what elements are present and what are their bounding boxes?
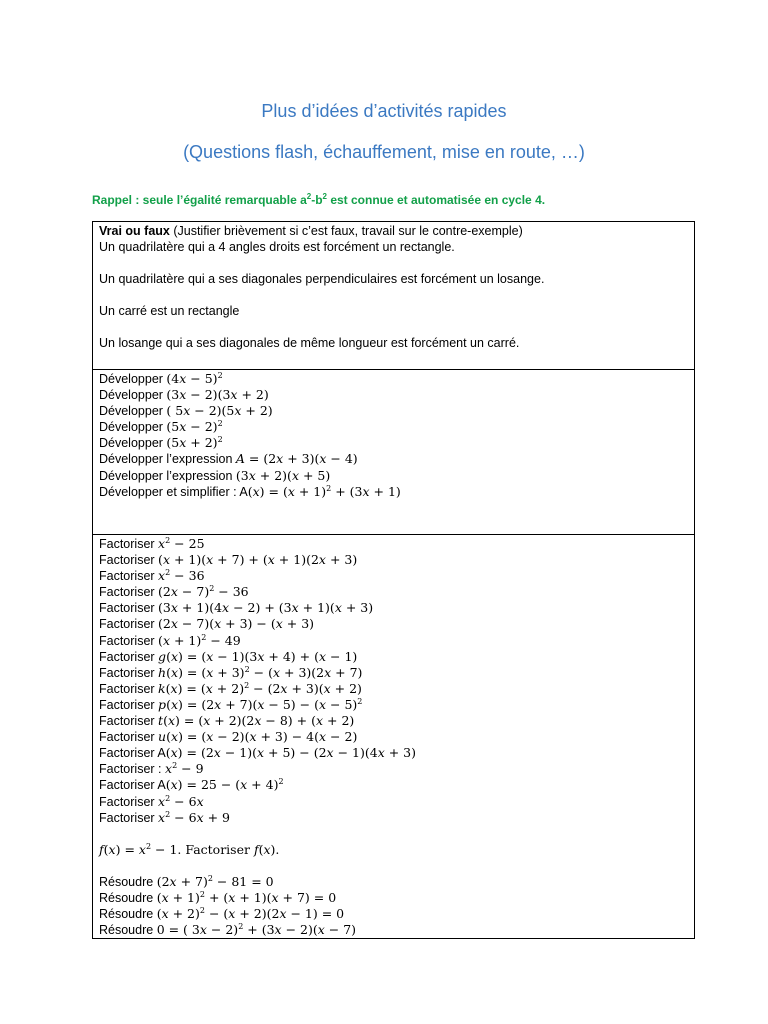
developper-item: Développer l’expression A = (2x + 3)(x − 4)	[99, 451, 358, 467]
vrai-faux-item: Un quadrilatère qui a ses diagonales perpendiculaires est forcément un losange.	[99, 272, 545, 287]
factoriser-row	[93, 535, 695, 939]
factoriser-item: Factoriser (x + 1)(x + 7) + (x + 1)(2x + 3)	[99, 552, 358, 568]
vrai-faux-item: Un carré est un rectangle	[99, 304, 240, 319]
factoriser-item: Factoriser A(x) = (2x − 1)(x + 5) − (2x − 1)(4x + 3)	[99, 745, 417, 761]
rappel-text-before: Rappel : seule l’égalité remarquable a	[92, 193, 307, 207]
factoriser-item: Factoriser $x^2 - 6x + 9$	[99, 809, 231, 825]
vrai-faux-heading	[99, 223, 688, 239]
factoriser-item: Factoriser (2x − 7)(x + 3) − (x + 3)	[99, 616, 315, 632]
factoriser-item: Factoriser $x^2 - 36$	[99, 568, 205, 584]
function-factorise-item: $f(x) = x^2 - 1$. Factoriser f(x).	[99, 841, 280, 857]
factoriser-item: Factoriser $x^2 - 25$	[99, 535, 205, 551]
factoriser-item: Factoriser : $x^2 - 9$	[99, 761, 204, 777]
factoriser-cell	[93, 535, 695, 939]
developper-cell	[93, 370, 695, 535]
factoriser-item: Factoriser u(x) = (x − 2)(x + 3) − 4(x − 2)	[99, 729, 358, 745]
factoriser-item: Factoriser g(x) = (x − 1)(3x + 4) + (x − 1)	[99, 648, 358, 664]
resoudre-item: Résoudre $(x + 1)^2 + (x + 1)(x + 7) = 0$	[99, 889, 337, 905]
resoudre-item: Résoudre 0 = ( 3x − 2)$^2$ + (3x − 2)(x − 7)	[99, 921, 357, 938]
factoriser-item: Factoriser $(2x - 7)^2 - 36$	[99, 584, 249, 600]
developper-item: Développer $(5x + 2)^2$	[99, 435, 223, 451]
factoriser-item: Factoriser $p(x) = (2x + 7)(x - 5) - (x - 5)^2$	[99, 696, 363, 712]
resoudre-item: Résoudre $(2x + 7)^2 - 81 = 0$	[99, 873, 274, 889]
factoriser-item: Factoriser $x^2 - 6x$	[99, 793, 204, 809]
page-subtitle: (Questions flash, échauffement, mise en route, …)	[183, 142, 585, 162]
vrai-faux-item: Un quadrilatère qui a 4 angles droits est forcément un rectangle.	[99, 240, 455, 255]
factoriser-item: Factoriser $h(x) = (x + 3)^2 - (x + 3)(2x + 7)$	[99, 664, 363, 680]
developper-item: Développer (3x − 2)(3x + 2)	[99, 387, 269, 403]
factoriser-item: Factoriser $(x + 1)^2 - 49$	[99, 632, 241, 648]
factoriser-item: Factoriser t(x) = (x + 2)(2x − 8) + (x + 2)	[99, 713, 355, 729]
vrai-faux-cell	[93, 222, 695, 370]
activities-table	[92, 221, 695, 939]
developper-item: Développer et simplifier : $A(x) = (x + 1)^2 + (3x + 1)$	[99, 483, 401, 499]
factoriser-item: Factoriser (3x + 1)(4x − 2) + (3x + 1)(x + 3)	[99, 600, 374, 616]
developper-item: Développer $(5x - 2)^2$	[99, 419, 223, 435]
developper-item: Développer ( 5x − 2)(5x + 2)	[99, 403, 273, 419]
page-title: Plus d’idées d’activités rapides	[261, 101, 507, 121]
vrai-faux-row	[93, 222, 695, 370]
vrai-faux-heading-rest: (Justifier brièvement si c’est faux, travail sur le contre-exemple)	[169, 224, 523, 238]
vrai-faux-item: Un losange qui a ses diagonales de même longueur est forcément un carré.	[99, 336, 520, 351]
rappel-exponent-a: 2	[306, 192, 312, 201]
vrai-faux-heading-bold: Vrai ou faux	[99, 224, 170, 238]
resoudre-item: Résoudre $(x + 2)^2 - (x + 2)(2x - 1) = 0$	[99, 905, 345, 921]
rappel-text-middle: -b	[311, 193, 323, 207]
factoriser-item: Factoriser $A(x) = 25 - (x + 4)^2$	[99, 777, 284, 793]
developper-item: Développer l’expression (3x + 2)(x + 5)	[99, 467, 331, 483]
developper-item: Développer $(4x - 5)^2$	[99, 370, 223, 386]
developper-row	[93, 370, 695, 535]
factoriser-item: Factoriser $k(x) = (x + 2)^2 - (2x + 3)(x + 2)$	[99, 680, 362, 696]
rappel-note	[92, 193, 545, 207]
rappel-exponent-b: 2	[322, 192, 327, 201]
rappel-text-after: est connue et automatisée en cycle 4.	[326, 193, 546, 207]
